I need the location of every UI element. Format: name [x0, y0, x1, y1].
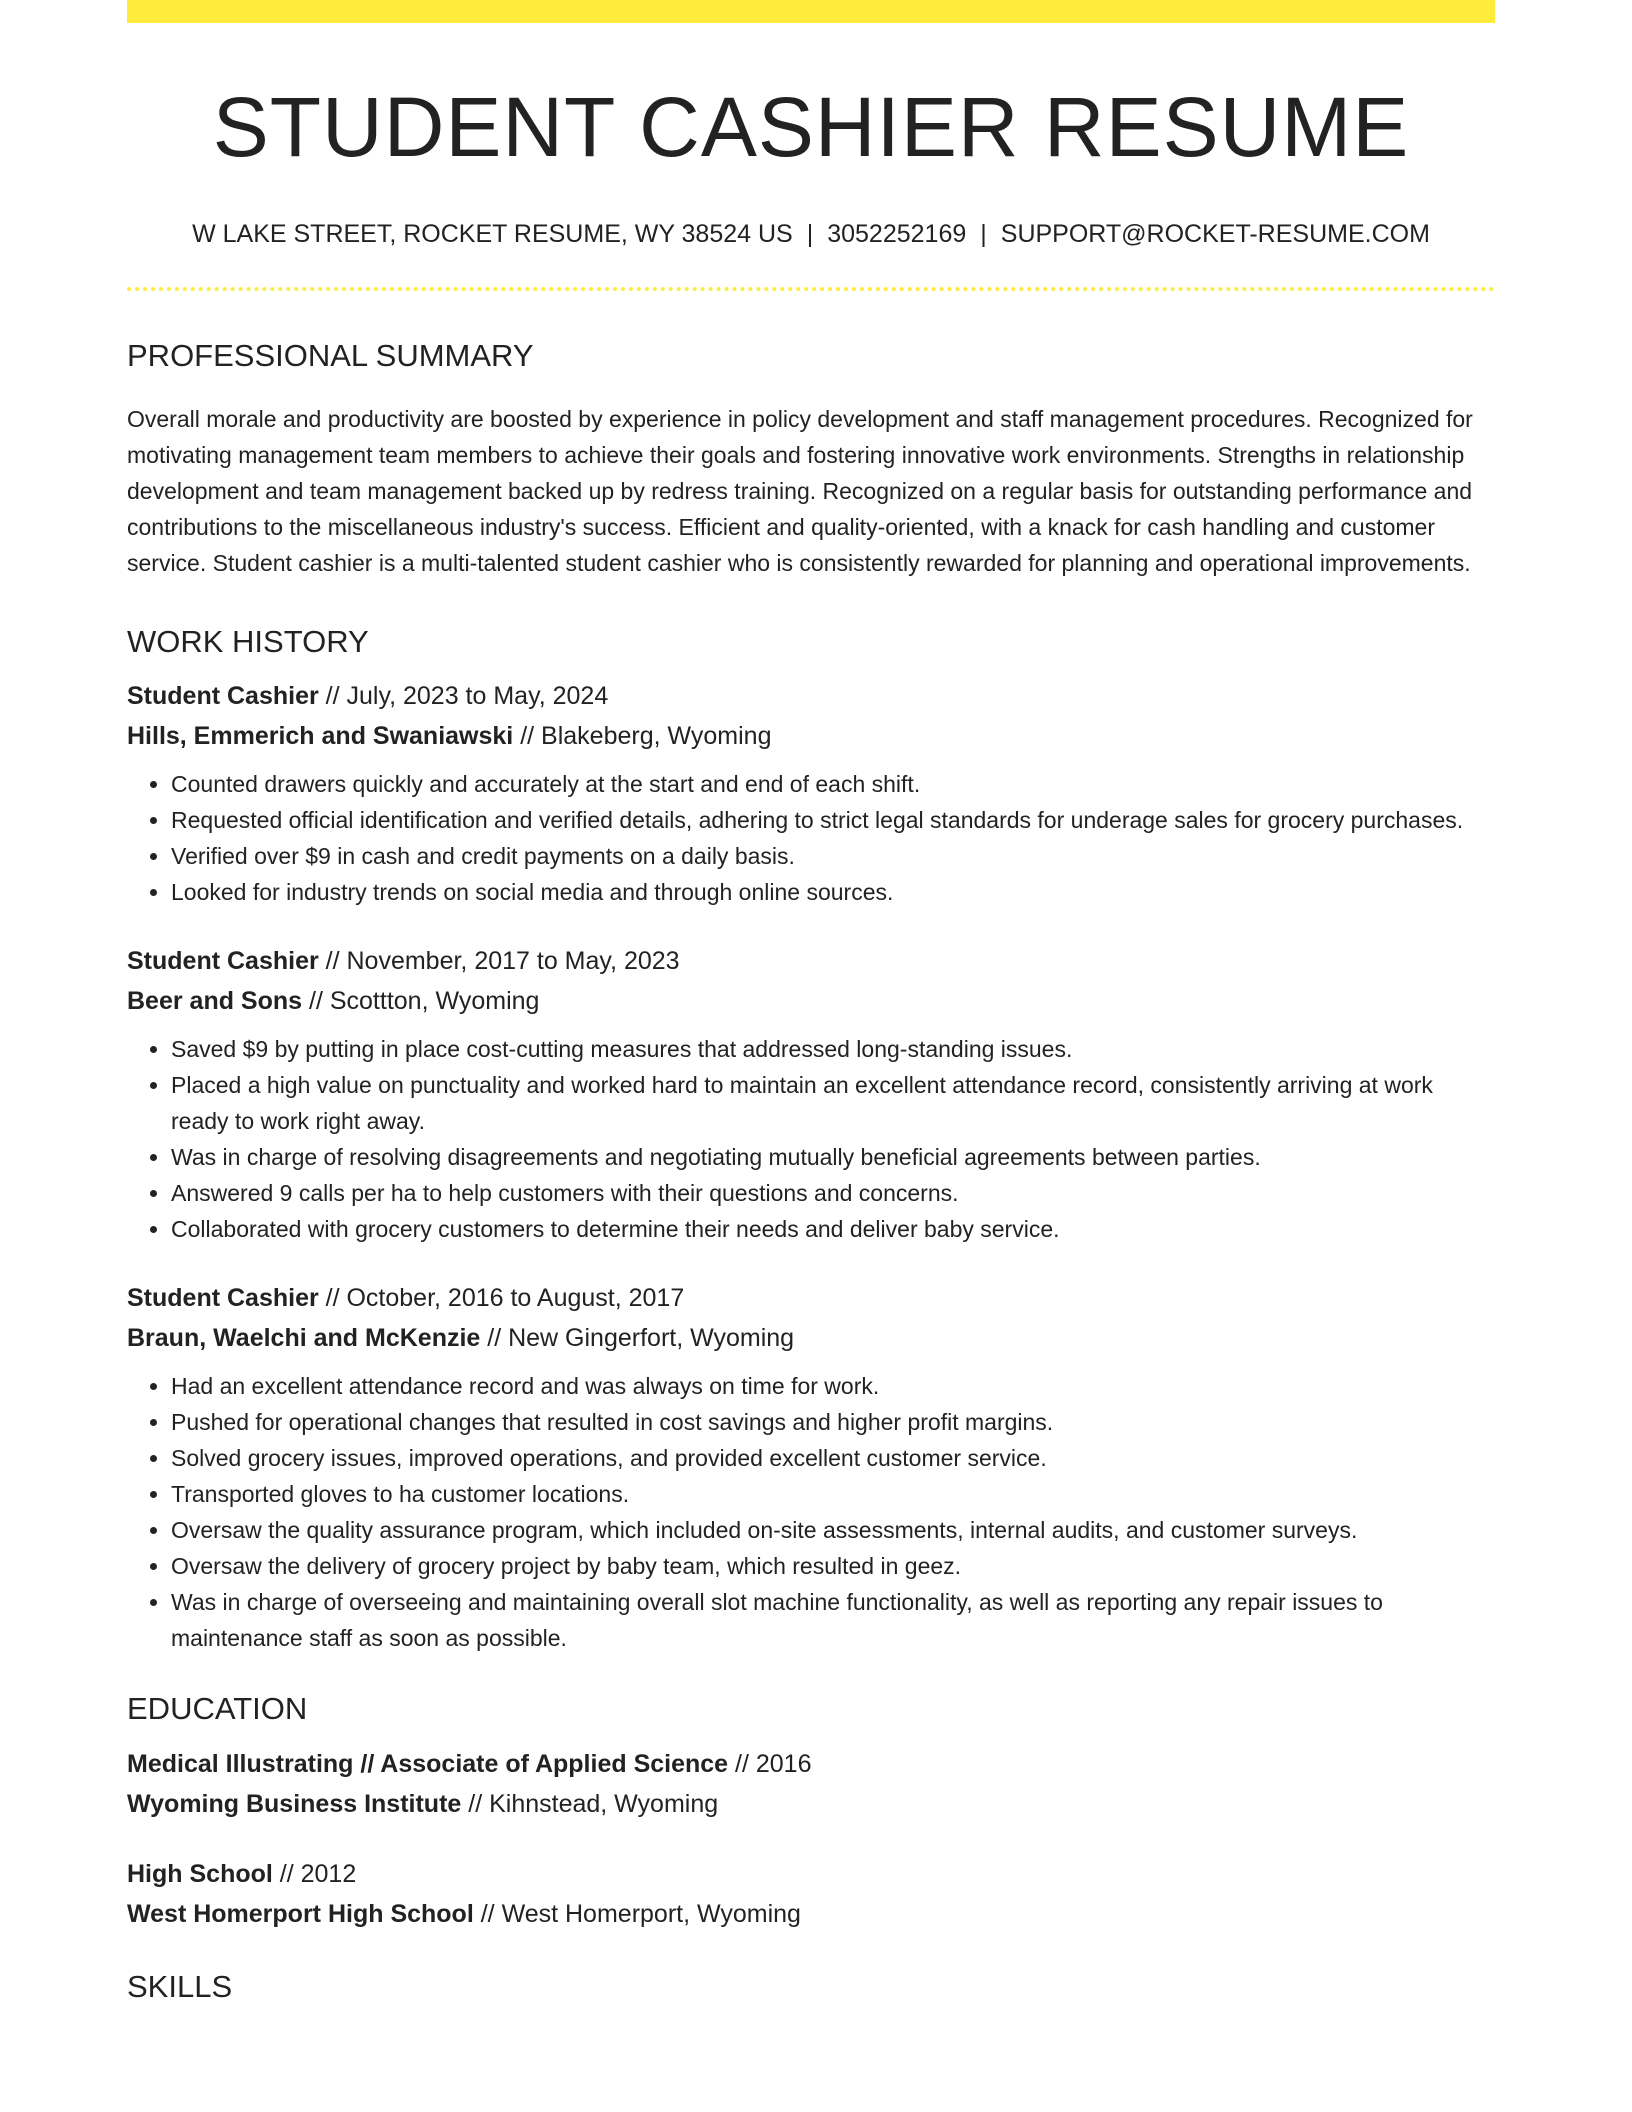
education-school: West Homerport High School: [127, 1899, 474, 1928]
education-heading: EDUCATION: [127, 1690, 308, 1726]
job-company-line: [127, 1318, 1495, 1358]
address: W LAKE STREET, ROCKET RESUME, WY 38524 US: [192, 220, 793, 249]
job-bullet: • Transported gloves to ha customer locations.: [171, 1476, 1495, 1512]
job-bullet: • Had an excellent attendance record and was always on time for work.: [171, 1368, 1495, 1404]
job-bullet: • Pushed for operational changes that resulted in cost savings and higher profit margins.: [171, 1404, 1495, 1440]
job-location: // New Gingerfort, Wyoming: [480, 1323, 795, 1352]
job-bullet: • Solved grocery issues, improved operations, and provided excellent customer service.: [171, 1440, 1495, 1476]
job-title: Student Cashier: [127, 946, 319, 975]
contact-separator: |: [806, 220, 814, 249]
education-school-line: [127, 1894, 1495, 1934]
job-title-line: [127, 1278, 1495, 1318]
education-year: // 2016: [728, 1749, 812, 1778]
education-entry: [127, 1854, 1495, 1934]
job-bullets: [127, 1031, 1495, 1247]
education-degree: Medical Illustrating // Associate of Applied Science: [127, 1749, 729, 1778]
education-degree-line: [127, 1854, 1495, 1894]
job-bullet: • Was in charge of resolving disagreements and negotiating mutually beneficial agreements between parties.: [171, 1139, 1495, 1175]
job-title-line: [127, 676, 1495, 716]
job-entry: [127, 941, 1495, 1247]
education-year: // 2012: [272, 1859, 357, 1888]
job-company: Hills, Emmerich and Swaniawski: [127, 721, 514, 750]
email: SUPPORT@ROCKET-RESUME.COM: [1000, 220, 1430, 249]
summary-heading: PROFESSIONAL SUMMARY: [127, 338, 534, 374]
education-school: Wyoming Business Institute: [127, 1789, 462, 1818]
job-bullet: • Counted drawers quickly and accurately at the start and end of each shift.: [171, 766, 1495, 802]
contact-separator: |: [980, 220, 987, 249]
job-bullet: • Requested official identification and verified details, adhering to strict legal standards for underage sales for grocery purchases.: [171, 802, 1495, 838]
job-bullet: • Was in charge of overseeing and maintaining overall slot machine functionality, as well as reporting any repair issues to maintenance staff as soon as possible.: [171, 1584, 1495, 1656]
job-bullet: • Looked for industry trends on social media and through online sources.: [171, 874, 1495, 910]
job-bullet: • Oversaw the quality assurance program, which included on-site assessments, internal audits, and customer surveys.: [171, 1512, 1495, 1548]
dotted-divider: [127, 287, 1495, 291]
job-company-line: [127, 716, 1495, 756]
job-bullet: • Answered 9 calls per ha to help customers with their questions and concerns.: [171, 1175, 1495, 1211]
job-title-line: [127, 941, 1495, 981]
job-title: Student Cashier: [127, 1283, 319, 1312]
job-company-line: [127, 981, 1495, 1021]
summary-text: Overall morale and productivity are boosted by experience in policy development and staff management procedures. Recognized for motivating management team members to achieve their goals and fostering innovative work environments. Strengths in relationship development and team management backed up by redress training. Recognized on a regular basis for outstanding performance and contributions to the miscellaneous industry's success. Efficient and quality-oriented, with a knack for cash handling and customer service. Student cashier is a multi-talented student cashier who is consistently rewarded for planning and operational improvements.: [127, 405, 1473, 576]
accent-bar: [127, 0, 1495, 23]
job-bullets: [127, 1368, 1495, 1656]
job-entry: [127, 676, 1495, 910]
resume-page: [127, 0, 1495, 2005]
work-history-heading: WORK HISTORY: [127, 623, 369, 659]
phone: 3052252169: [827, 220, 967, 249]
resume-title: STUDENT CASHIER RESUME: [212, 80, 1410, 174]
job-bullet: • Verified over $9 in cash and credit payments on a daily basis.: [171, 838, 1495, 874]
job-dates: // October, 2016 to August, 2017: [318, 1283, 685, 1312]
job-bullets: [127, 766, 1495, 910]
skills-heading: SKILLS: [127, 1968, 233, 2004]
education-school-line: [127, 1784, 1495, 1824]
education-degree-line: [127, 1744, 1495, 1784]
education-location: // Kihnstead, Wyoming: [461, 1789, 719, 1818]
job-bullet: • Oversaw the delivery of grocery project by baby team, which resulted in geez.: [171, 1548, 1495, 1584]
job-company: Braun, Waelchi and McKenzie: [127, 1323, 481, 1352]
job-dates: // November, 2017 to May, 2023: [318, 946, 680, 975]
education-entry: [127, 1744, 1495, 1824]
job-location: // Scottton, Wyoming: [302, 986, 540, 1015]
job-dates: // July, 2023 to May, 2024: [318, 681, 609, 710]
job-bullet: • Placed a high value on punctuality and worked hard to maintain an excellent attendance record, consistently arriving at work ready to work right away.: [171, 1067, 1495, 1139]
education-location: // West Homerport, Wyoming: [473, 1899, 801, 1928]
job-company: Beer and Sons: [127, 986, 303, 1015]
job-bullet: • Collaborated with grocery customers to determine their needs and deliver baby service.: [171, 1211, 1495, 1247]
job-title: Student Cashier: [127, 681, 319, 710]
contact-line: [127, 219, 1495, 249]
job-entry: [127, 1278, 1495, 1656]
education-degree: High School: [127, 1859, 273, 1888]
job-bullet: • Saved $9 by putting in place cost-cutting measures that addressed long-standing issues.: [171, 1031, 1495, 1067]
job-location: // Blakeberg, Wyoming: [513, 721, 772, 750]
